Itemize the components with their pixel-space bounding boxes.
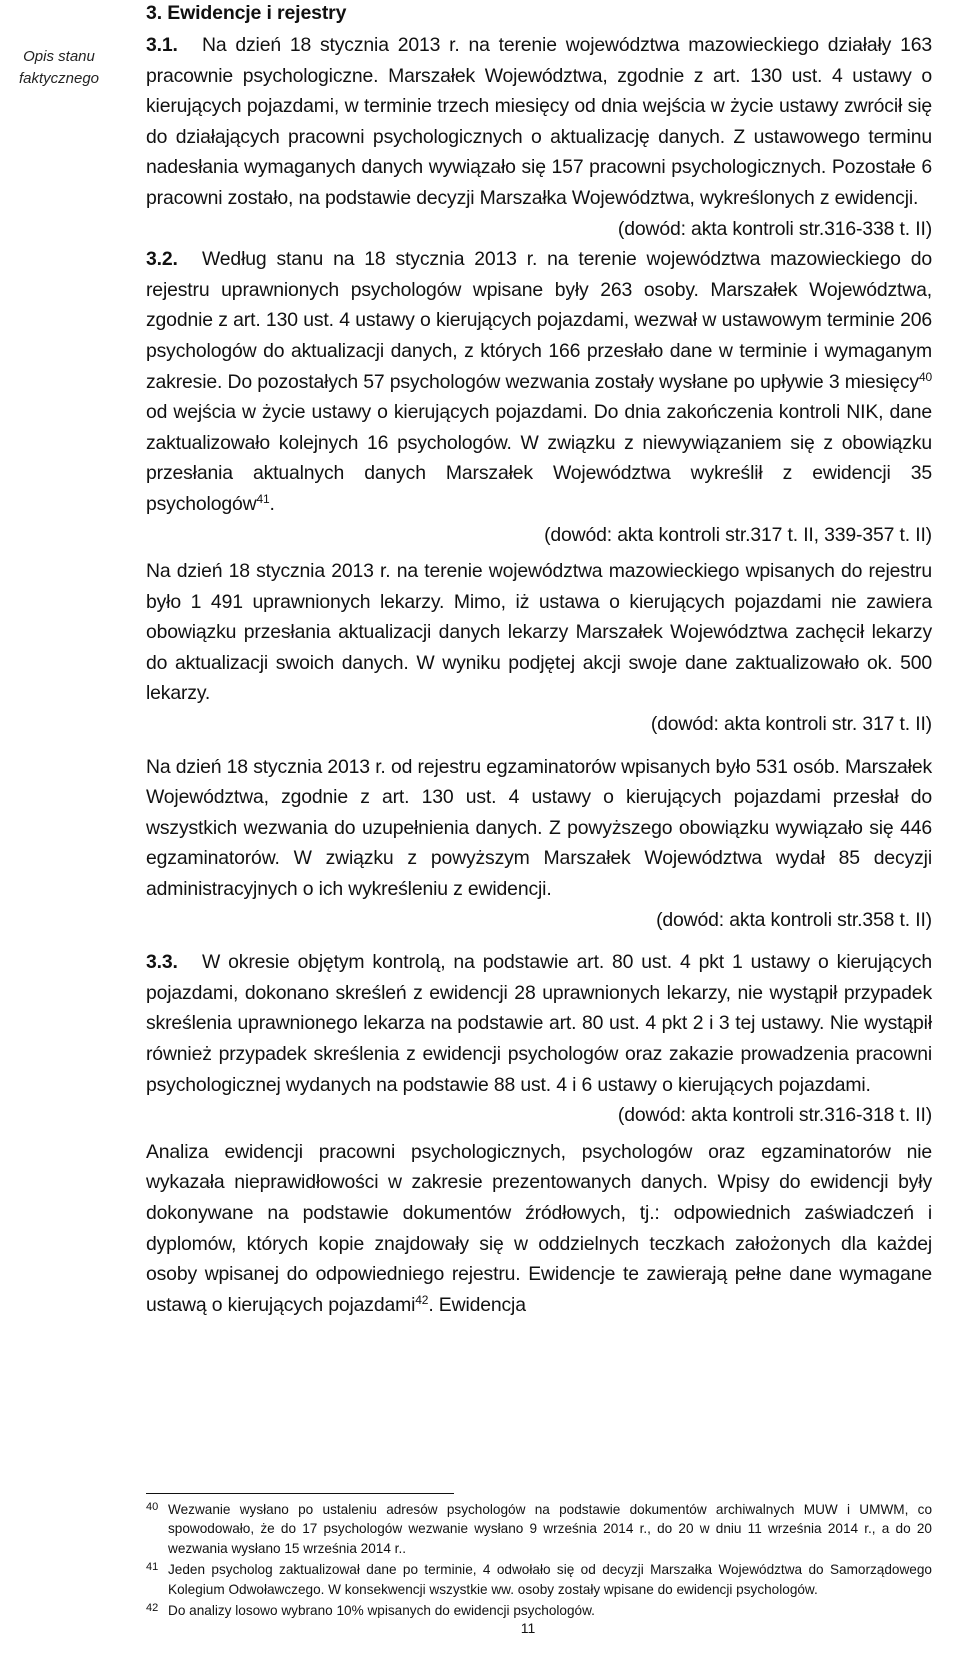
footnotes (146, 1500, 932, 1622)
paragraph-text: Analiza ewidencji pracowni psychologicznych, psychologów oraz egzaminatorów nie wykazała nieprawidłowości w zakresie prezentowanych danych. Wpisy do ewidencji były dokonywane na podstawie dokumentów źródłowych, tj.: odpowiednich zaświadczeń i dyplomów, których kopie znajdowały się w oddzielnych teczkach założonych dla każdej osoby wpisanej do odpowiedniego rejestru. Ewidencje te zawierają pełne dane wymagane ustawą o kierujących pojazdami (146, 1140, 932, 1316)
paragraph-text: W okresie objętym kontrolą, na podstawie art. 80 ust. 4 pkt 1 ustawy o kierujących pojazdami, dokonano skreśleń z ewidencji 28 uprawnionych lekarzy, nie wystąpił przypadek skreślenia uprawnionego lekarza na podstawie art. 80 ust. 4 pkt 2 i 3 tej ustawy. Nie wystąpił również przypadek skreślenia z ewidencji psychologów oraz zakazie prowadzenia pracowni psychologicznej wydanych na podstawie 88 ust. 4 i 6 ustawy o kierujących pojazdami. (146, 951, 932, 1096)
footnote-ref-42[interactable]: 42 (415, 1292, 429, 1307)
footnote-ref-40[interactable]: 40 (918, 369, 932, 384)
paragraph-doctors: Na dzień 18 stycznia 2013 r. na terenie województwa mazowieckiego wpisanych do rejestru było 1 491 uprawnionych lekarzy. Mimo, iż ustawa o kierujących pojazdami nie zawiera obowiązku przesłania aktualizacji danych lekarzy Marszałek Województwa zachęcił lekarzy do aktualizacji swoich danych. W wyniku podjętej akcji swoje dane zaktualizowało ok. 500 lekarzy. (146, 560, 932, 705)
footnote-text: Jeden psycholog zaktualizował dane po terminie, 4 odwołało się od decyzji Marszałka Województwa do Samorządowego Kolegium Odwoławczego. W konsekwencji wszystkie ww. osoby zostały wpisane do ewidencji psychologów. (168, 1562, 932, 1597)
paragraph-3-1 (146, 30, 932, 214)
footnote-41 (146, 1560, 932, 1599)
evidence-reference: (dowód: akta kontroli str. 317 t. II) (650, 713, 932, 736)
section-number: 3.3. (146, 951, 178, 974)
paragraph-text: Na dzień 18 stycznia 2013 r. na terenie województwa mazowieckiego działały 163 pracownie psychologiczne. Marszałek Województwa, zgodnie z art. 130 ust. 4 ustawy o kierujących pojazdami, w terminie trzech miesięcy od dnia wejścia w życie ustawy zwrócił się do działających pracowni psychologicznych o aktualizację danych. Z ustawowego terminu nadesłania wymaganych danych wywiązało się 157 pracowni psychologicznych. Pozostałe 6 pracowni zostało, na podstawie decyzji Marszałka Województwa, wykreślonych z ewidencji. (146, 34, 932, 209)
paragraph-analysis (146, 1137, 932, 1321)
margin-note: Opis stanu faktycznego (18, 48, 100, 87)
evidence-reference: (dowód: akta kontroli str.316-338 t. II) (617, 217, 932, 240)
document-body (146, 0, 932, 1320)
footnote-number: 41 (146, 1561, 159, 1574)
footnote-text: Wezwanie wysłano po ustaleniu adresów psychologów na podstawie dokumentów archiwalnych MUW i UMWM, co spowodowało, że do 17 psychologów wezwanie wysłano 9 września 2014 r., do 20 w dniu 11 września 2014 r., a do 20 wezwania wysłano 15 września 2014 r.. (168, 1502, 932, 1556)
footnote-text: Do analizy losowo wybrano 10% wpisanych do ewidencji psychologów. (168, 1603, 595, 1619)
paragraph-3-3 (146, 947, 932, 1100)
paragraph-text: Według stanu na 18 stycznia 2013 r. na terenie województwa mazowieckiego do rejestru uprawnionych psychologów wpisane były 263 osoby. Marszałek Województwa, zgodnie z art. 130 ust. 4 ustawy o kierujących pojazdami, wezwał w ustawowym terminie 206 psychologów do aktualizacji danych, z których 166 przesłało dane w terminie i wymaganym zakresie. Do pozostałych 57 psychologów wezwania zostały wysłane po upływie 3 miesięcy (146, 248, 932, 393)
paragraph-text: od wejścia w życie ustawy o kierujących pojazdami. Do dnia zakończenia kontroli NIK, dane zaktualizowało kolejnych 16 psychologów. W związku z niewywiązaniem się z obowiązku przesłania aktualnych danych Marszałek Województwa wykreślił z ewidencji 35 psychologów (146, 401, 932, 515)
page-number: 11 (520, 1620, 536, 1636)
paragraph-text: . Ewidencja (428, 1293, 526, 1316)
paragraph-examiners: Na dzień 18 stycznia 2013 r. od rejestru egzaminatorów wpisanych było 531 osób. Marszałek Województwa, zgodnie z art. 130 ust. 4 ustawy o kierujących pojazdami przesłał do wszystkich wezwania do uzupełnienia danych. Z powyższego obowiązku wywiązało się 446 egzaminatorów. W związku z powyższym Marszałek Województwa wydał 85 decyzji administracyjnych o ich wykreśleniu z ewidencji. (146, 755, 932, 901)
paragraph-3-2 (146, 244, 932, 519)
section-heading: 3. Ewidencje i rejestry (146, 2, 347, 24)
evidence-reference: (dowód: akta kontroli str.316-318 t. II) (617, 1104, 932, 1127)
section-number: 3.1. (146, 34, 178, 56)
evidence-reference: (dowód: akta kontroli str.317 t. II, 339-357 t. II) (544, 523, 932, 546)
footnote-number: 40 (146, 1501, 159, 1513)
footnote-40 (146, 1500, 932, 1558)
footnote-ref-41[interactable]: 41 (256, 491, 270, 506)
footnote-42 (146, 1601, 932, 1620)
paragraph-text: . (269, 492, 275, 515)
evidence-reference: (dowód: akta kontroli str.358 t. II) (656, 908, 932, 931)
footnote-separator (146, 1493, 454, 1494)
footnote-number: 42 (146, 1602, 159, 1615)
section-number: 3.2. (146, 248, 178, 271)
